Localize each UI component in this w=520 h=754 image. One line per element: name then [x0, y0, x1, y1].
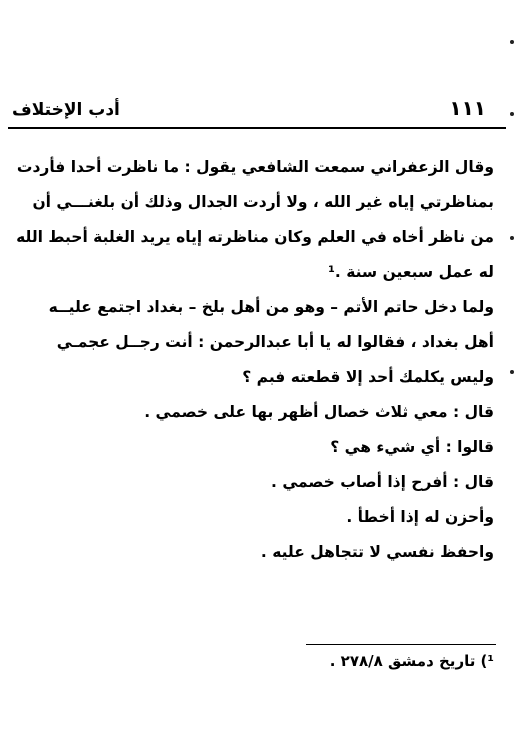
text-line: من ناظر أخاه في العلم وكان مناظرته إياه يريد الغلبة أحبط الله: [16, 228, 494, 246]
text-line: وأحزن له إذا أخطأ .: [346, 508, 494, 526]
text-line: واحفظ نفسي لا تتجاهل عليه .: [260, 543, 494, 561]
text-line: قال : معي ثلاث خصال أظهر بها على خصمي .: [144, 403, 494, 421]
scan-speck: [510, 236, 514, 240]
text-line: بمناظرتي إياه غير الله ، ولا أردت الجدال وذلك أن بلغنـــي أن: [32, 193, 494, 211]
page-number: ١١١: [449, 96, 486, 120]
running-header-title: أدب الإختلاف: [12, 100, 120, 120]
scan-speck: [510, 370, 514, 374]
text-line: قال : أفرح إذا أصاب خصمي .: [271, 473, 494, 491]
text-line: ولما دخل حاتم الأتم – وهو من أهل بلخ – بغداد اجتمع عليــه: [48, 298, 494, 316]
header-divider: [8, 127, 506, 129]
text-line: أهل بغداد ، فقالوا له يا أبا عبدالرحمن : أنت رجــل عجمـي: [56, 333, 494, 351]
footnote: ¹) تاريخ دمشق ٢٧٨/٨ .: [329, 652, 494, 670]
body-text: [16, 150, 494, 570]
scan-speck: [510, 112, 514, 116]
footnote-divider: [306, 644, 496, 645]
text-line: وقال الزعفراني سمعت الشافعي يقول : ما ناظرت أحدا فأردت: [16, 158, 494, 176]
text-line: وليس يكلمك أحد إلا قطعته فبم ؟: [242, 368, 494, 386]
text-line: قالوا : أي شيء هي ؟: [330, 438, 494, 456]
scan-speck: [510, 40, 514, 44]
text-line: له عمل سبعين سنة .¹: [328, 263, 494, 281]
